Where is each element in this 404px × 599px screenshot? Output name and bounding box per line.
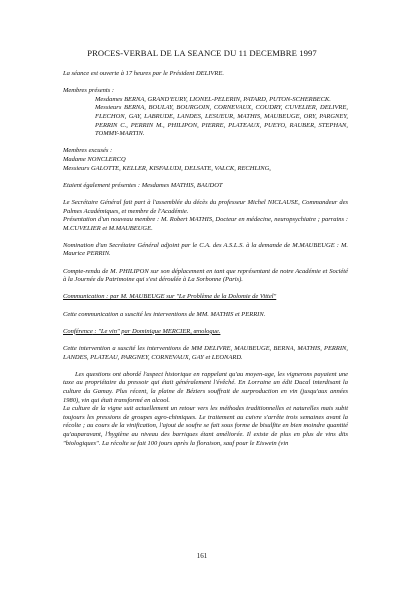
nomination-paragraph: Nomination d'un Secrétaire Général adjoint par le C.A. des A.S.L.S. à la demande de M.MAUBEUGE : M. Maurice PERRIN. [63,241,348,258]
conference-subject: : "Le vin" par Dominique MERCIER, œnologue. [92,327,221,335]
culture-paragraph: La culture de la vigne suit actuellement un retour vers les méthodes traditionnelles et naturelles mais subit toujours les pressions de groupes agro-chimiques. Le traitement au cuivre s'arrête trois semaines avant la récolte ; au cours de la vinification, l'ajout de soufre se fait sous forme de bisulfite en bien moindre quantité qu'auparavant, l'hygiène au niveau des barriques étant améliorée. Il existe de plus en plus de vins dits "biologiques". La récolte se fait 100 jours après la floraison, sauf pour le Eiswein (vin [63,405,348,447]
membres-excuses-heading: Membres excusés : [63,147,113,155]
messieurs-present [63,104,348,138]
page-number: 161 [196,552,208,560]
communication-label: Communication [63,293,105,301]
membres-presents-heading: Membres présents : [63,87,115,95]
conference-label: Conférence [63,327,93,335]
messieurs-names: BERNA, BOULAY, BOURGOIN, CORNEVAUX, COUDRY, CUVELIER, DELIVRE, FLECHON, GAY, LABRUDE, LANDES, LESUEUR, MATHIS, MAUBEUGE, ORY, PARGNEY, PERRIN C., PERRIN M., PHILIPON, PIERRE, PLATEAUX, PUEYO, RAUBER, STEPHAN, TOMMY-MARTIN. [95,104,348,138]
presentation-paragraph: Présentation d'un nouveau membre : M. Robert MATHIS, Docteur en médecine, neuropsychiatre ; parrains : M.CUVELIER et M.MAUBEUGE. [63,216,348,232]
opening-line: La séance est ouverte à 17 heures par le Président DELIVRE. [63,70,224,77]
questions-paragraph: Les questions ont abordé l'aspect historique en rappelant qu'au moyen-age, les vignerons payaient une taxe au propriétaire du pressoir qui était généralement l'évêché. En Lorraine un édit Ducal interdisant la culture du Gamay. Plus récent, la plaine de Béziers souffrait de surproduction en vin (jusqu'aux années 1980), vin qui était transformé en alcool. [63,370,348,404]
excuses-messieurs: Messieurs GALOTTE, KELLER, KISFALUDI, DELSATE, VALCK, RECHLING, [63,164,271,172]
communication-subject: "Le Problème de la Dolomie de Vittel" [176,293,277,301]
communication-line [63,293,348,302]
conference-interventions: Cette intervention a suscité les interventions de MM DELIVRE, MAUBEUGE, BERNA, MATHIS, PERRIN, LANDES, PLATEAU, PARGNEY, CORNEVAUX, GAY et LEONARD. [63,345,348,361]
communication-par: : par M. MAUBEUGE sur [104,293,177,301]
messieurs-label: Messieurs [95,104,122,112]
egalement-presents: Etaient également présentes : Mesdames MATHIS, BAUDOT [63,181,223,189]
mesdames-names: BERNA, GRAND'EURY, LIONEL-PELERIN, PATARD, PUTON-SCHERBECK. [124,95,331,103]
secretaire-general-paragraph: Le Secrétaire Général fait part à l'assemblée du décès du professeur Michel NICLAUSE, Commandeur des Palmes Académiques, et membre de l'Académie. [63,198,348,215]
compte-rendu-paragraph: Compte-rendu de M. PHILIPON sur son déplacement en tant que représentant de notre Académie et Société à la Journée du Patrimoine qui s'est déroulée à La Sorbonne (Paris). [63,267,348,284]
excuses-madame: Madame NONCLERCQ [63,155,126,163]
mesdames-present [63,96,348,105]
mesdames-label: Mesdames [95,95,123,103]
conference-line [63,328,348,337]
communication-interventions: Cette communication a suscité les interventions de MM. MATHIS et PERRIN. [63,310,266,318]
document-body [63,70,348,448]
page-title: PROCES-VERBAL DE LA SEANCE DU 11 DECEMBRE 1997 [87,48,317,58]
